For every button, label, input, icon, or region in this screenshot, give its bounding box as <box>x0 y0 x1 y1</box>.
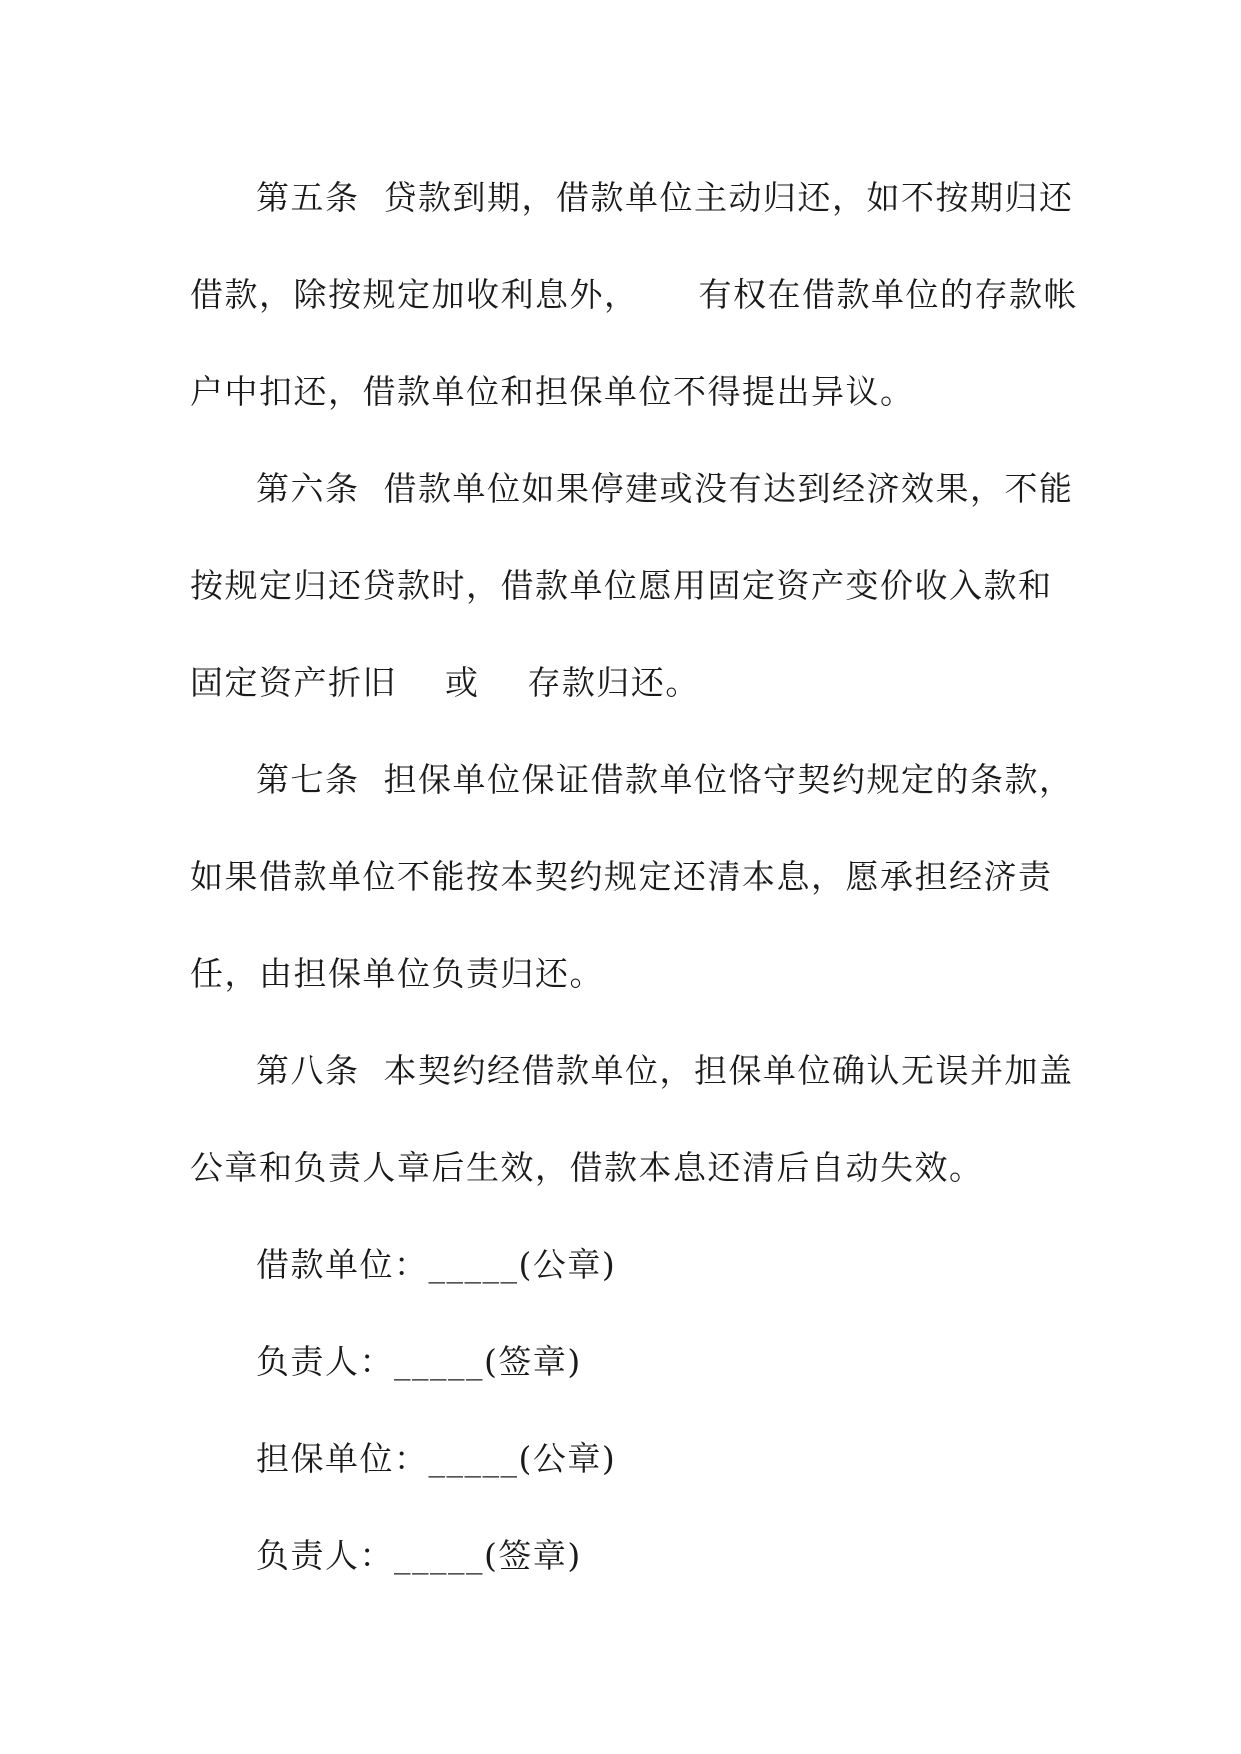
signature-borrower-head: 负责人：_____(签章) <box>256 1342 582 1381</box>
article-7-line-1: 第七条 担保单位保证借款单位恪守契约规定的条款， <box>256 760 1074 799</box>
signature-guarantor-head: 负责人：_____(签章) <box>256 1536 582 1575</box>
article-6-line-3: 固定资产折旧 或 存款归还。 <box>190 663 700 702</box>
article-8-line-2: 公章和负责人章后生效，借款本息还清后自动失效。 <box>190 1148 984 1187</box>
article-7-line-3: 任，由担保单位负责归还。 <box>190 954 604 993</box>
article-6-line-1: 第六条 借款单位如果停建或没有达到经济效果，不能 <box>256 469 1074 508</box>
article-6-line-2: 按规定归还贷款时，借款单位愿用固定资产变价收入款和 <box>190 566 1053 605</box>
article-8-line-1: 第八条 本契约经借款单位，担保单位确认无误并加盖 <box>256 1051 1074 1090</box>
article-5-line-2: 借款，除按规定加收利息外， 有权在借款单位的存款帐 <box>190 275 1078 314</box>
article-5-line-3: 户中扣还，借款单位和担保单位不得提出异议。 <box>190 372 915 411</box>
article-7-line-2: 如果借款单位不能按本契约规定还清本息，愿承担经济责 <box>190 857 1053 896</box>
signature-borrower-unit: 借款单位：_____(公章) <box>256 1245 617 1284</box>
article-5-line-1: 第五条 贷款到期，借款单位主动归还，如不按期归还 <box>256 178 1074 217</box>
signature-guarantor-unit: 担保单位：_____(公章) <box>256 1439 617 1478</box>
